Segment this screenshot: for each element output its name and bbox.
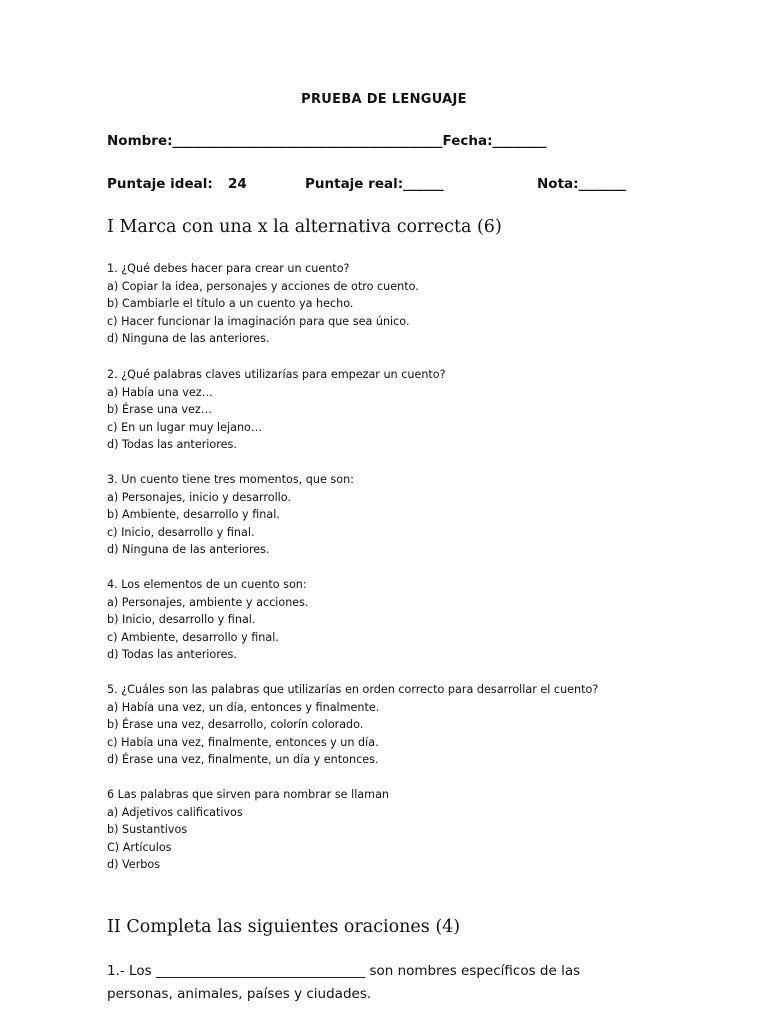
question-text: 4. Los elementos de un cuento son: xyxy=(107,578,307,591)
section-2-heading: II Completa las siguientes oraciones (4) xyxy=(107,917,461,937)
question-6 xyxy=(107,786,667,874)
option: d) Todas las anteriores. xyxy=(107,438,237,451)
option: a) Copiar la idea, personajes y acciones de otro cuento. xyxy=(107,279,419,293)
question-1 xyxy=(107,260,667,348)
option: a) Había una vez, un día, entonces y finalmente. xyxy=(107,700,380,714)
option: d) Ninguna de las anteriores. xyxy=(107,543,270,556)
question-text: 3. Un cuento tiene tres momentos, que son: xyxy=(107,473,354,486)
option: b) Cambiarle el título a un cuento ya hecho. xyxy=(107,297,354,310)
option: d) Verbos xyxy=(107,858,161,871)
option: a) Había una vez… xyxy=(107,385,213,399)
option: b) Sustantivos xyxy=(107,823,188,836)
option: b) Inicio, desarrollo y final. xyxy=(107,613,256,626)
option: c) Ambiente, desarrollo y final. xyxy=(107,630,279,644)
question-text: 2. ¿Qué palabras claves utilizarías para empezar un cuento? xyxy=(107,368,446,381)
question-text: 5. ¿Cuáles son las palabras que utilizarías en orden correcto para desarrollar el cuento? xyxy=(107,683,599,696)
option: b) Érase una vez… xyxy=(107,403,212,416)
fill-in-text: 1.- Los _______________________________ son nombres específicos de las xyxy=(107,963,581,979)
question-text: 1. ¿Qué debes hacer para crear un cuento? xyxy=(107,262,350,275)
nota-field: Nota:_______ xyxy=(537,176,626,192)
question-3 xyxy=(107,471,667,559)
name-date-line: Nombre:________________________________________Fecha:________ xyxy=(107,133,547,149)
puntaje-ideal-label: Puntaje ideal: xyxy=(107,176,213,192)
option: C) Artículos xyxy=(107,840,172,854)
option: b) Ambiente, desarrollo y final. xyxy=(107,508,280,521)
option: a) Personajes, ambiente y acciones. xyxy=(107,595,309,609)
option: b) Érase una vez, desarrollo, colorín colorado. xyxy=(107,718,364,731)
fill-in-item-1 xyxy=(107,960,677,1005)
puntaje-real-field: Puntaje real:______ xyxy=(305,176,444,192)
question-text: 6 Las palabras que sirven para nombrar se llaman xyxy=(107,788,390,801)
option: c) Hacer funcionar la imaginación para que sea único. xyxy=(107,314,410,328)
question-4 xyxy=(107,576,667,664)
option: a) Personajes, inicio y desarrollo. xyxy=(107,490,291,504)
page-title: PRUEBA DE LENGUAJE xyxy=(301,92,467,107)
question-5 xyxy=(107,681,667,769)
question-2 xyxy=(107,366,667,454)
option: d) Ninguna de las anteriores. xyxy=(107,332,270,345)
fill-in-text-continued: personas, animales, países y ciudades. xyxy=(107,985,372,1002)
puntaje-ideal-value: 24 xyxy=(228,176,247,192)
option: c) En un lugar muy lejano… xyxy=(107,420,263,434)
section-1-heading: I Marca con una x la alternativa correcta (6) xyxy=(107,217,502,237)
option: c) Inicio, desarrollo y final. xyxy=(107,525,255,539)
option: d) Érase una vez, finalmente, un día y entonces. xyxy=(107,753,379,766)
option: c) Había una vez, finalmente, entonces y un día. xyxy=(107,735,379,749)
option: a) Adjetivos calificativos xyxy=(107,805,243,819)
option: d) Todas las anteriores. xyxy=(107,648,237,661)
